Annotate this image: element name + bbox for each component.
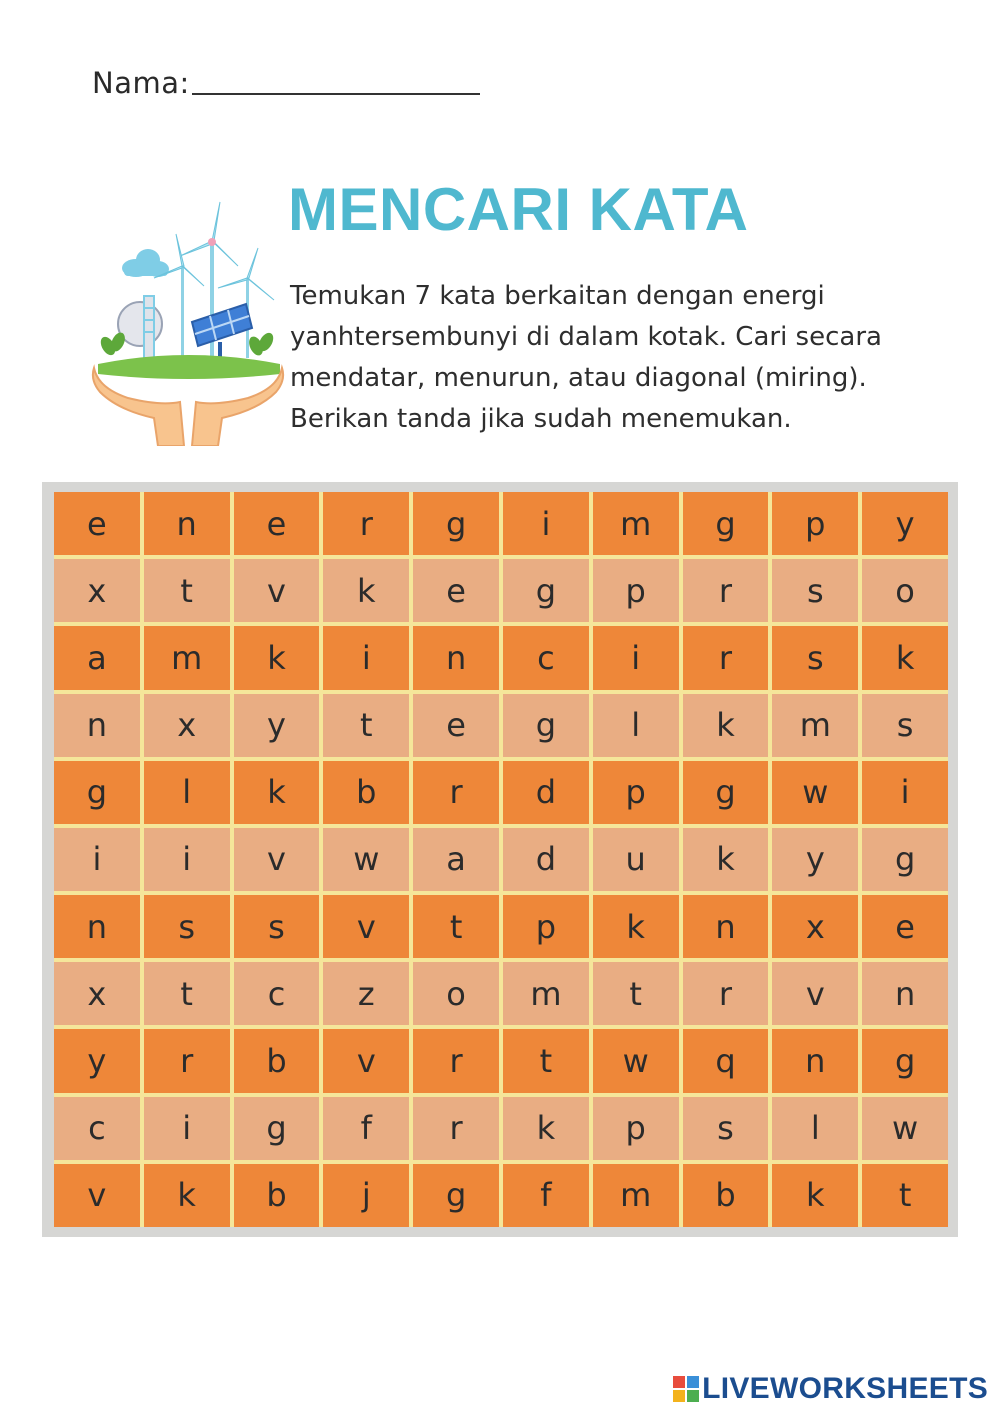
letter-cell[interactable]: c (503, 626, 589, 689)
letter-cell[interactable]: k (503, 1097, 589, 1160)
letter-cell[interactable]: t (503, 1029, 589, 1092)
letter-cell[interactable]: s (862, 694, 948, 757)
letter-cell[interactable]: w (772, 761, 858, 824)
letter-cell[interactable]: s (683, 1097, 769, 1160)
letter-cell[interactable]: k (772, 1164, 858, 1227)
letter-cell[interactable]: t (593, 962, 679, 1025)
renewable-energy-hands-icon (88, 196, 288, 446)
letter-cell[interactable]: n (54, 895, 140, 958)
letter-cell[interactable]: a (54, 626, 140, 689)
letter-cell[interactable]: e (413, 694, 499, 757)
letter-cell[interactable]: p (503, 895, 589, 958)
letter-cell[interactable]: b (234, 1029, 320, 1092)
letter-cell[interactable]: n (54, 694, 140, 757)
letter-cell[interactable]: n (413, 626, 499, 689)
letter-cell[interactable]: v (234, 828, 320, 891)
letter-cell[interactable]: g (862, 1029, 948, 1092)
letter-cell[interactable]: i (862, 761, 948, 824)
letter-cell[interactable]: n (683, 895, 769, 958)
letter-cell[interactable]: l (772, 1097, 858, 1160)
letter-cell[interactable]: k (683, 828, 769, 891)
letter-cell[interactable]: w (593, 1029, 679, 1092)
letter-cell[interactable]: g (413, 492, 499, 555)
letter-cell[interactable]: k (234, 761, 320, 824)
letter-cell[interactable]: d (503, 828, 589, 891)
letter-cell[interactable]: k (862, 626, 948, 689)
name-blank-line[interactable] (192, 93, 480, 95)
letter-cell[interactable]: j (323, 1164, 409, 1227)
letter-cell[interactable]: p (593, 559, 679, 622)
letter-cell[interactable]: v (234, 559, 320, 622)
letter-cell[interactable]: t (323, 694, 409, 757)
letter-cell[interactable]: b (234, 1164, 320, 1227)
letter-cell[interactable]: f (323, 1097, 409, 1160)
letter-cell[interactable]: g (503, 694, 589, 757)
letter-cell[interactable]: u (593, 828, 679, 891)
letter-cell[interactable]: t (144, 962, 230, 1025)
letter-cell[interactable]: g (683, 492, 769, 555)
letter-cell[interactable]: v (323, 1029, 409, 1092)
word-search-board (42, 482, 958, 1237)
letter-cell[interactable]: i (54, 828, 140, 891)
letter-cell[interactable]: e (862, 895, 948, 958)
page-title: MENCARI KATA (288, 176, 749, 243)
letter-cell[interactable]: x (54, 962, 140, 1025)
letter-cell[interactable]: p (593, 1097, 679, 1160)
liveworksheets-logo-icon (673, 1376, 699, 1402)
letter-cell[interactable]: i (323, 626, 409, 689)
letter-cell[interactable]: n (772, 1029, 858, 1092)
letter-cell[interactable]: m (593, 492, 679, 555)
letter-cell[interactable]: g (413, 1164, 499, 1227)
instructions-text: Temukan 7 kata berkaitan dengan energi yanhtersembunyi di dalam kotak. Cari secara mendatar, menurun, atau diagonal (miring). Berikan tanda jika sudah menemukan. (290, 281, 882, 434)
letter-cell[interactable]: w (862, 1097, 948, 1160)
letter-cell[interactable]: s (772, 559, 858, 622)
letter-cell[interactable]: e (54, 492, 140, 555)
letter-cell[interactable]: g (503, 559, 589, 622)
letter-cell[interactable]: g (862, 828, 948, 891)
letter-cell[interactable]: t (413, 895, 499, 958)
letter-cell[interactable]: q (683, 1029, 769, 1092)
letter-cell[interactable]: d (503, 761, 589, 824)
letter-cell[interactable]: k (683, 694, 769, 757)
letter-cell[interactable]: b (683, 1164, 769, 1227)
letter-cell[interactable]: m (593, 1164, 679, 1227)
letter-cell[interactable]: r (683, 962, 769, 1025)
letter-cell[interactable]: c (54, 1097, 140, 1160)
letter-cell[interactable]: b (323, 761, 409, 824)
letter-cell[interactable]: v (323, 895, 409, 958)
letter-cell[interactable]: r (144, 1029, 230, 1092)
letter-cell[interactable]: m (144, 626, 230, 689)
letter-cell[interactable]: i (144, 1097, 230, 1160)
letter-cell[interactable]: i (593, 626, 679, 689)
letter-cell[interactable]: e (234, 492, 320, 555)
letter-cell[interactable]: y (54, 1029, 140, 1092)
letter-cell[interactable]: y (234, 694, 320, 757)
letter-cell[interactable]: m (503, 962, 589, 1025)
letter-cell[interactable]: o (413, 962, 499, 1025)
letter-cell[interactable]: x (144, 694, 230, 757)
letter-cell[interactable]: z (323, 962, 409, 1025)
letter-cell[interactable]: a (413, 828, 499, 891)
brand-name: LIVEWORKSHEETS (702, 1372, 988, 1405)
letter-cell[interactable]: c (234, 962, 320, 1025)
letter-cell[interactable]: p (593, 761, 679, 824)
letter-cell[interactable]: i (503, 492, 589, 555)
letter-cell[interactable]: s (144, 895, 230, 958)
brand-footer (673, 1374, 988, 1404)
letter-cell[interactable]: l (144, 761, 230, 824)
letter-cell[interactable]: n (862, 962, 948, 1025)
letter-cell[interactable]: l (593, 694, 679, 757)
letter-cell[interactable]: e (413, 559, 499, 622)
letter-cell[interactable]: i (144, 828, 230, 891)
letter-cell[interactable]: x (772, 895, 858, 958)
letter-cell[interactable]: x (54, 559, 140, 622)
letter-cell[interactable]: r (683, 559, 769, 622)
letter-cell[interactable]: g (54, 761, 140, 824)
letter-cell[interactable]: v (772, 962, 858, 1025)
letter-cell[interactable]: n (144, 492, 230, 555)
letter-cell[interactable]: y (772, 828, 858, 891)
name-label: Nama: (92, 66, 190, 100)
letter-cell[interactable]: k (144, 1164, 230, 1227)
letter-cell[interactable]: r (413, 761, 499, 824)
letter-cell[interactable]: k (593, 895, 679, 958)
letter-cell[interactable]: s (234, 895, 320, 958)
letter-cell[interactable]: t (862, 1164, 948, 1227)
name-field (92, 58, 480, 98)
letter-cell[interactable]: v (54, 1164, 140, 1227)
letter-cell[interactable]: t (144, 559, 230, 622)
letter-cell[interactable]: r (413, 1029, 499, 1092)
letter-cell[interactable]: p (772, 492, 858, 555)
letter-cell[interactable]: k (234, 626, 320, 689)
letter-cell[interactable]: r (323, 492, 409, 555)
letter-cell[interactable]: g (683, 761, 769, 824)
letter-cell[interactable]: s (772, 626, 858, 689)
letter-cell[interactable]: o (862, 559, 948, 622)
letter-cell[interactable]: k (323, 559, 409, 622)
letter-cell[interactable]: f (503, 1164, 589, 1227)
word-search-grid (54, 492, 948, 1227)
letter-cell[interactable]: y (862, 492, 948, 555)
letter-cell[interactable]: g (234, 1097, 320, 1160)
letter-cell[interactable]: m (772, 694, 858, 757)
letter-cell[interactable]: r (683, 626, 769, 689)
letter-cell[interactable]: w (323, 828, 409, 891)
letter-cell[interactable]: r (413, 1097, 499, 1160)
